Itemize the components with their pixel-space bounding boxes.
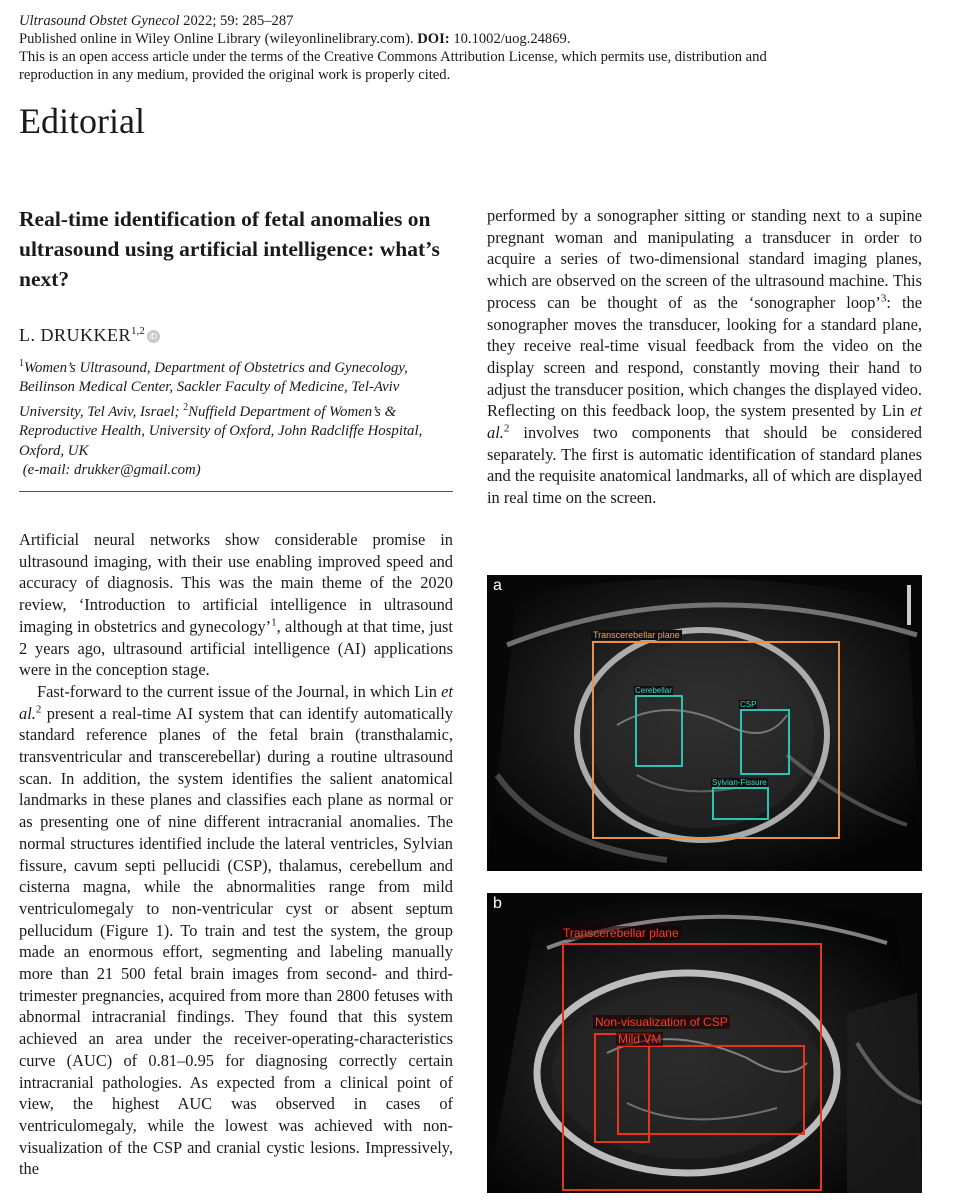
figure-panel-b bbox=[487, 893, 922, 1193]
section-title: Editorial bbox=[19, 101, 145, 141]
figure-panel-a bbox=[487, 575, 922, 871]
article-title: Real-time identification of fetal anomalies on ultrasound using artificial intelligence: what’s next? bbox=[19, 207, 440, 291]
affiliations bbox=[19, 354, 459, 481]
paragraph-right bbox=[487, 205, 922, 509]
author bbox=[19, 318, 160, 348]
p1-text-b: , although at that time, just 2 years ago, ultrasound artificial intelligence (AI) applications were in the conception stage. bbox=[19, 616, 453, 680]
doi-label: DOI: bbox=[417, 31, 450, 47]
license-line-2: reproduction in any medium, provided the original work is properly cited. bbox=[19, 67, 451, 83]
journal-name: Ultrasound Obstet Gynecol bbox=[19, 13, 180, 29]
transcerebellar-label-a: Transcerebellar plane bbox=[593, 630, 680, 640]
p1-text-a: Artificial neural networks show considerable promise in ultrasound imaging, with their use enabling improved speed and accuracy of diagnosis. This was the main theme of the 2020 review, ‘Introduction to artificial intelligence in ultrasound imaging in obstetrics and gynecology’ bbox=[19, 530, 453, 636]
right-et-al: et al. bbox=[487, 401, 922, 443]
affil-text-2: Nuffield Department of Women’s & Reproductive Health, University of Oxford, John Radcliffe Hospital, Oxford, UK bbox=[19, 403, 423, 459]
csp-box bbox=[740, 709, 790, 775]
right-text-a: performed by a sonographer sitting or standing next to a supine pregnant woman and manipulating a transducer in order to acquire a series of two-dimensional standard imaging planes, which are observed on the screen of the ultrasound machine. This process can be thought of as the ‘sonographer loop’ bbox=[487, 206, 922, 312]
doi-link[interactable]: 10.1002/uog.24869. bbox=[449, 31, 571, 47]
non-visualization-csp-label: Non-visualization of CSP bbox=[595, 1015, 728, 1029]
sylvian-fissure-label: Sylvian-Fissure bbox=[712, 778, 767, 787]
transcerebellar-label-b: Transcerebellar plane bbox=[563, 926, 679, 940]
author-name: L. DRUKKER bbox=[19, 325, 131, 345]
affil-sup-1: 1 bbox=[19, 358, 24, 369]
p2-text-a: Fast-forward to the current issue of the Journal, in which Lin bbox=[37, 681, 442, 701]
affil-sup-2: 2 bbox=[183, 401, 189, 413]
cerebellar-label: Cerebellar bbox=[635, 686, 672, 695]
csp-label: CSP bbox=[740, 700, 757, 709]
panel-letter-b: b bbox=[493, 895, 502, 912]
ref-3[interactable]: 3 bbox=[880, 292, 887, 305]
published-text: Published online in Wiley Online Library (wileyonlinelibrary.com). bbox=[19, 31, 418, 47]
article-header bbox=[19, 12, 939, 84]
panel-letter-a: a bbox=[493, 577, 502, 594]
right-text-b: : the sonographer moves the transducer, looking for a standard plane, they receive real-time visual feedback from the video on the display screen and respond, constantly moving their hand to adjust the transducer position, which changes the displayed video. Reflecting on this feedback loop, the system presented by Lin bbox=[487, 292, 922, 421]
divider bbox=[19, 491, 453, 492]
paragraph-1 bbox=[19, 529, 453, 681]
p2-text-b: present a real-time AI system that can identify automatically standard reference planes of the fetal brain (transthalamic, transventricular and transcerebellar) during a routine ultrasound scan. In addition, the system identifies the salient anatomical landmarks in these planes and classifies each plane as normal or as presenting one of nine different intracranial anomalies. The normal structures identified include the lateral ventricles, Sylvian fissure, cavum septi pellucidi (CSP), thalamus, cerebellum and cisterna magna, while the abnormalities range from mild ventriculomegaly to non-ventricular cyst or absent septum pellucidum (Figure 1). To train and test the system, the group made an enormous effort, segmenting and labeling manually more than 21 500 fetal brain images from second- and third-trimester pregnancies, acquired from more than 2800 fetuses with abnormal intracranial findings. They found that this system achieved an area under the receiver-operating-characteristics curve (AUC) of 0.81–0.95 for diagnosing correctly certain intracranial pathologies. As expected from a clinical point of view, the highest AUC was observed in cases of ventriculomegaly, while the lowest was achieved with non-visualization of the CSP and cranial cystic lesions. Impressively, the bbox=[19, 703, 453, 1179]
published-line bbox=[19, 30, 939, 48]
mild-vm-box bbox=[617, 1045, 805, 1135]
affil-text-1: Women’s Ultrasound, Department of Obstetrics and Gynecology, Beilinson Medical Center, Sackler Faculty of Medicine, Tel-Aviv University, Tel Aviv, Israel; bbox=[19, 359, 408, 420]
ref-1[interactable]: 1 bbox=[271, 616, 277, 629]
author-affil-sup: 1,2 bbox=[131, 325, 145, 337]
sylvian-fissure-box bbox=[712, 787, 769, 820]
right-text-c: involves two components that should be considered separately. The first is automatic identification of standard planes and the requisite anatomical landmarks, all of which are displayed in real time on the screen. bbox=[487, 423, 922, 508]
citation-line bbox=[19, 12, 939, 30]
paragraph-2 bbox=[19, 681, 453, 1180]
body-right-column bbox=[487, 205, 922, 509]
body-left-column bbox=[19, 529, 453, 1180]
ref-2[interactable]: 2 bbox=[35, 703, 42, 716]
mild-vm-label: Mild VM bbox=[618, 1032, 662, 1046]
ref-2b[interactable]: 2 bbox=[503, 422, 510, 435]
p2-et-al: et al. bbox=[19, 681, 453, 723]
author-email[interactable]: (e-mail: drukker@gmail.com) bbox=[22, 462, 201, 479]
orcid-icon[interactable]: iD bbox=[147, 330, 160, 343]
license-line-1: This is an open access article under the terms of the Creative Commons Attribution License, which permits use, distribution and bbox=[19, 49, 767, 65]
cerebellar-box bbox=[635, 695, 683, 767]
citation: 2022; 59: 285–287 bbox=[179, 13, 294, 29]
